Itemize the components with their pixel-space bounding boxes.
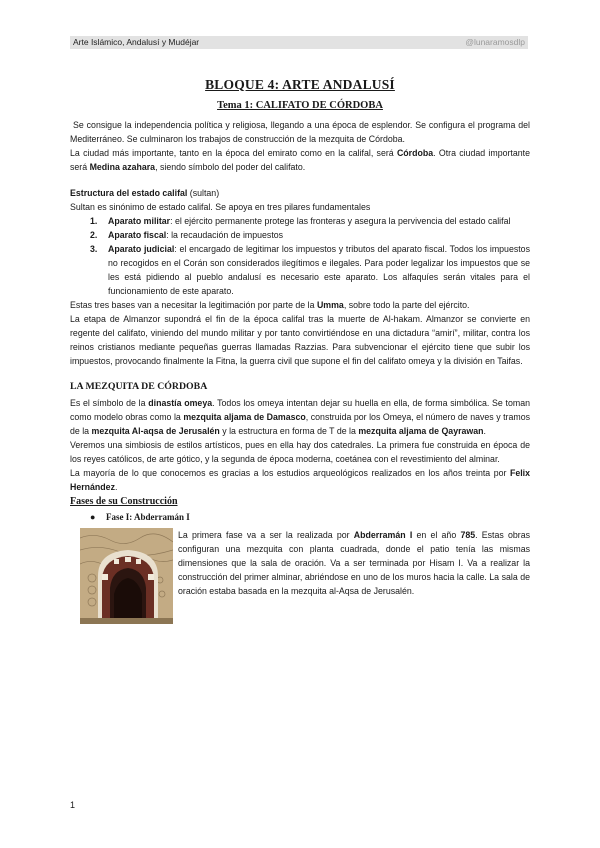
phases-heading: Fases de su Construcción — [70, 496, 178, 507]
header-course-title: Arte Islámico, Andalusí y Mudéjar — [73, 37, 200, 47]
bold-felix-hernandez: Felix Hernández — [70, 468, 530, 492]
structure-heading — [70, 186, 530, 200]
text-span: . Todos los omeya intentan dejar su huella en ella, de forma simbólica. Se toman como modelo obras como la — [70, 398, 530, 422]
list-text: : el ejército permanente protege las fronteras y asegura la pervivencia del estado califal — [170, 216, 511, 226]
list-text: : la recaudación de impuestos — [166, 230, 284, 240]
document-body — [70, 70, 530, 624]
list-number: 3. — [90, 244, 98, 254]
phase-1-bullet — [70, 510, 530, 525]
text-span: . — [114, 482, 118, 492]
header-author-handle: @lunaramosdlp — [465, 37, 525, 47]
bold-dinastia-omeya: dinastía omeya — [148, 398, 213, 408]
text-span: , construida por los Omeya, el número de naves y tramos de la — [70, 412, 530, 436]
list-item — [90, 242, 530, 298]
list-item — [90, 214, 530, 228]
text-span: , siendo símbolo del poder del califato. — [155, 162, 306, 172]
text-span: y la estructura en forma de T de la — [219, 426, 359, 436]
list-term: Aparato judicial — [108, 244, 175, 254]
block-title: BLOQUE 4: ARTE ANDALUSÍ — [205, 77, 395, 92]
text-span: . Estas obras configuran una mezquita con planta cuadrada, donde el patio tenía las mismas dimensiones que la sala de oración. Va a ser terminada por Hisam I. Va a realizar la construcción del primer alminar, abriéndose en uno de los muros hacia la calle. La sala de oración estaba basada en la mezquita al-Aqsa de Jerusalén. — [178, 530, 530, 596]
phase-1-title: Fase I: Abderramán I — [106, 512, 190, 522]
bold-year-785: 785 — [460, 530, 476, 540]
text-span: , sobre todo la parte del ejército. — [343, 300, 470, 310]
theme-title: Tema 1: CALIFATO DE CÓRDOBA — [217, 100, 383, 111]
list-text: : el encargado de legitimar los impuestos y tributos del aparato fiscal. Todos los impuestos no recogidos en el Corán son considerados ilegítimos e ilegales. Para poder legalizar los impuestos que se les está pidiendo al pueblo andalusí es necesario este aparato. Los alfaquíes serán vitales para el funcionamiento de este aparato. — [108, 244, 530, 296]
almanzor-paragraph: La etapa de Almanzor supondrá el fin de la época califal tras la muerte de Al-hakam. Almanzor se convierte en regente del califato, viniendo del mundo militar y por tanto convirtiéndose en una dictadura “amirí”, militar, contra los reinos cristianos mediante pequeñas guerras llamadas Razzias. Para subvencionar el ejército tiene que subir los impuestos, provocando finalmente la Fitna, la guerra civil que supone el fin del califato omeya y la división en Taifas. — [70, 314, 530, 366]
text-span: en el año — [412, 530, 461, 540]
structure-heading-bold: Estructura del estado califal — [70, 188, 188, 198]
phase-1-section — [70, 528, 530, 624]
bold-mezquita-qayrawan: mezquita aljama de Qayrawan — [358, 426, 484, 436]
bold-abderraman: Abderramán I — [353, 530, 413, 540]
list-item — [90, 228, 530, 242]
page-header — [70, 36, 528, 49]
list-number: 2. — [90, 230, 98, 240]
phase-1-paragraph — [178, 528, 530, 624]
mosque-arch-photo — [80, 528, 173, 624]
mezquita-heading: LA MEZQUITA DE CÓRDOBA — [70, 381, 208, 392]
page-number: 1 — [70, 800, 76, 810]
list-term: Aparato fiscal — [108, 230, 167, 240]
bold-mezquita-jerusalen: mezquita Al-aqsa de Jerusalén — [91, 426, 220, 436]
list-term: Aparato militar — [108, 216, 171, 226]
intro-paragraph-2 — [70, 146, 530, 174]
umma-paragraph — [70, 298, 530, 312]
list-number: 1. — [90, 216, 98, 226]
text-span: La ciudad más importante, tanto en la época del emirato como en la califal, será — [70, 148, 397, 158]
mezquita-paragraph-1 — [70, 396, 530, 438]
text-span: . Otra ciudad importante será — [70, 148, 530, 172]
text-span: . — [483, 426, 486, 436]
text-span: La mayoría de lo que conocemos es gracias a los estudios arqueológicos realizados en los años treinta por — [70, 468, 510, 478]
text-span: Estas tres bases van a necesitar la legitimación por parte de la — [70, 300, 317, 310]
bold-medina-azahara: Medina azahara — [89, 162, 156, 172]
bold-mezquita-damasco: mezquita aljama de Damasco — [183, 412, 306, 422]
bullet-icon: ● — [90, 512, 96, 522]
structure-heading-rest: (sultan) — [187, 188, 220, 198]
mezquita-paragraph-3 — [70, 466, 530, 494]
pillars-list — [90, 214, 530, 298]
bold-cordoba: Córdoba — [396, 148, 434, 158]
mezquita-paragraph-2: Veremos una simbiosis de estilos artísticos, pues en ella hay dos catedrales. La primera fue construida en época de los reyes católicos, de arte gótico, y la segunda de época moderna, coetánea con el revestimiento del alminar. — [70, 440, 530, 464]
text-span: Es el símbolo de la — [70, 398, 149, 408]
bold-umma: Umma — [316, 300, 344, 310]
intro-paragraph-1: Se consigue la independencia política y religiosa, llegando a una época de esplendor. Se configura el programa del Mediterráneo. Se culminaron los trabajos de construcción de la mezquita de Córdoba. — [70, 120, 530, 144]
structure-intro: Sultan es sinónimo de estado califal. Se apoya en tres pilares fundamentales — [70, 202, 371, 212]
text-span: La primera fase va a ser la realizada por — [178, 530, 354, 540]
